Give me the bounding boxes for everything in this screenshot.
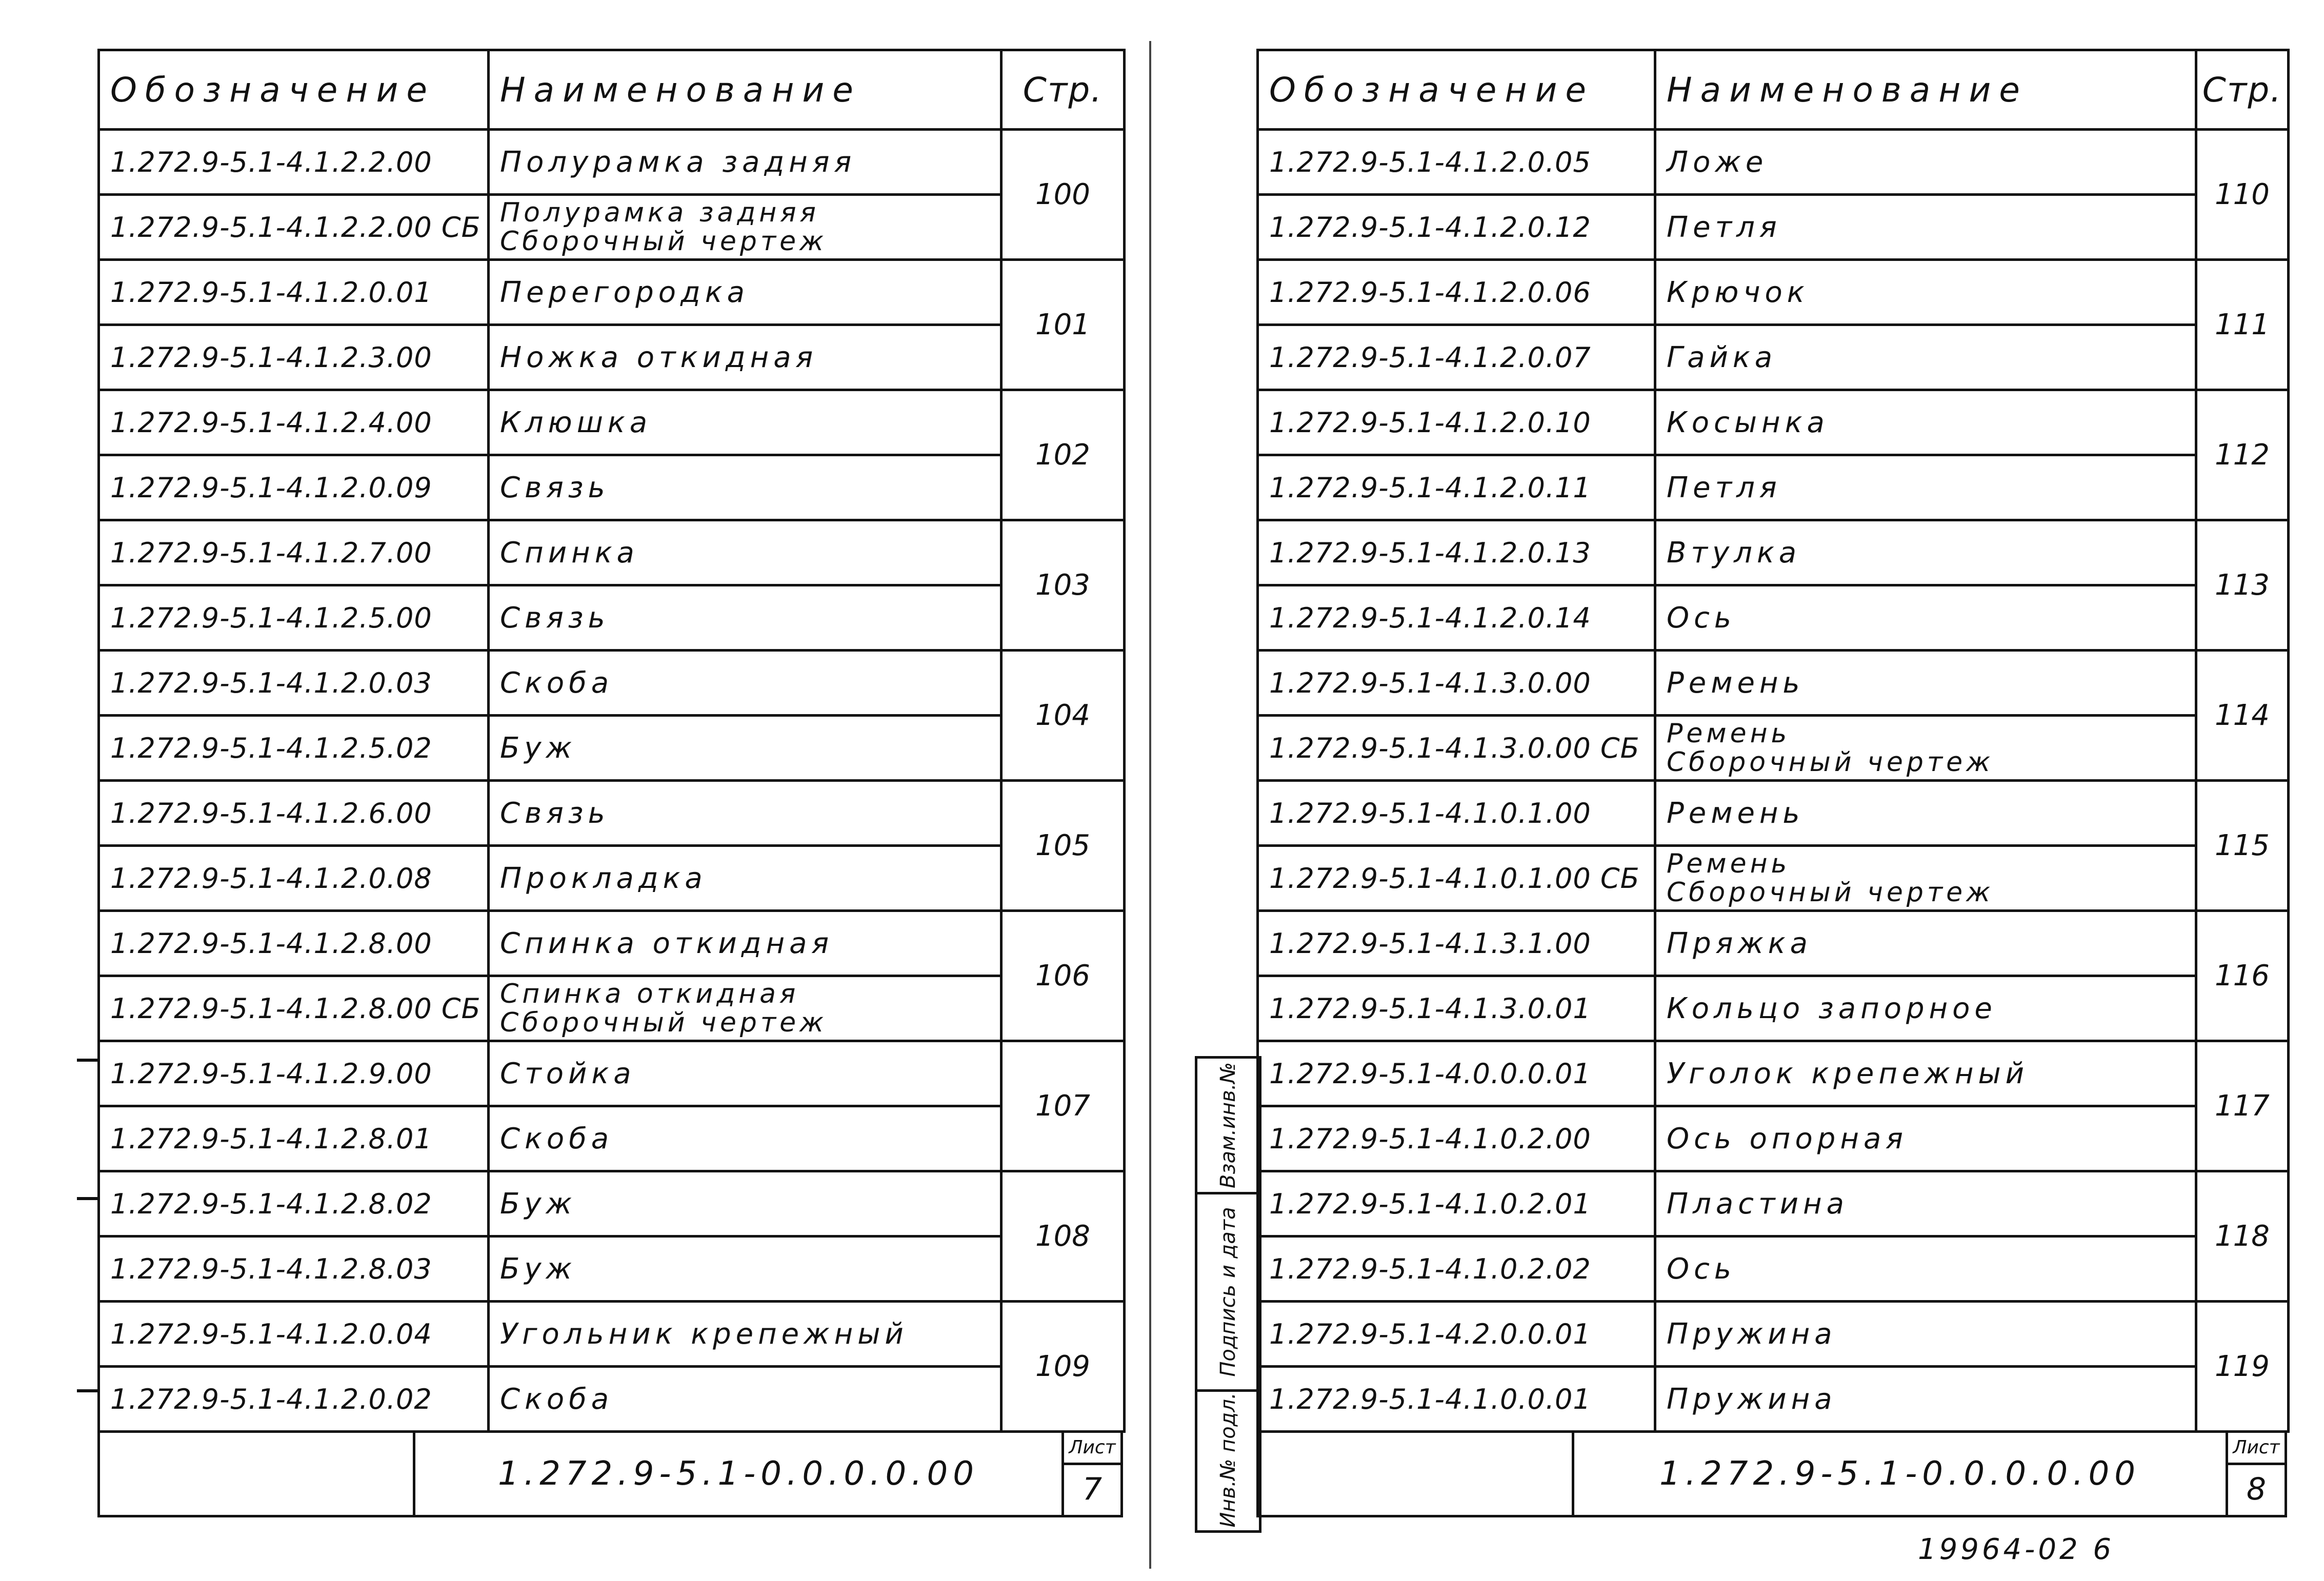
sheet-number-box [2226, 1433, 2285, 1515]
table-row [99, 846, 1125, 911]
name-line-1: Ремень [1667, 718, 1791, 749]
name-cell: Ось опорная [1655, 1106, 2196, 1171]
header-name: Наименование [489, 50, 1001, 130]
page-cell: 105 [1001, 781, 1125, 911]
name-cell [489, 976, 1001, 1041]
name-cell: Ложе [1655, 130, 2196, 195]
binding-mark [77, 1059, 97, 1062]
name-cell: Ось [1655, 585, 2196, 651]
table-row [1258, 390, 2289, 455]
sheet-label: Лист [1064, 1433, 1120, 1465]
designation-cell: 1.272.9-5.1-4.1.2.0.05 [1258, 130, 1655, 195]
name-cell: Пружина [1655, 1367, 2196, 1432]
table-row [1258, 1171, 2289, 1237]
table-row [99, 651, 1125, 716]
name-cell [1655, 846, 2196, 911]
page-cell: 119 [2196, 1302, 2289, 1432]
name-line-1: Полурамка задняя [500, 197, 819, 228]
name-cell: Связь [489, 781, 1001, 846]
designation-cell: 1.272.9-5.1-4.1.0.1.00 [1258, 781, 1655, 846]
table-row [99, 976, 1125, 1041]
title-block-blank [100, 1433, 415, 1515]
name-cell: Связь [489, 455, 1001, 520]
designation-cell: 1.272.9-5.1-4.1.2.9.00 [99, 1041, 489, 1106]
page-cell: 110 [2196, 130, 2289, 260]
table-row [99, 781, 1125, 846]
table-row [1258, 846, 2289, 911]
sign-date-cell [1197, 1194, 1259, 1392]
designation-cell: 1.272.9-5.1-4.1.2.3.00 [99, 325, 489, 390]
designation-cell: 1.272.9-5.1-4.1.0.2.02 [1258, 1237, 1655, 1302]
table-row [99, 260, 1125, 325]
designation-cell: 1.272.9-5.1-4.1.2.5.02 [99, 716, 489, 781]
name-cell: Полурамка задняя [489, 130, 1001, 195]
designation-cell: 1.272.9-5.1-4.1.2.0.08 [99, 846, 489, 911]
table-row [99, 390, 1125, 455]
name-cell: Спинка [489, 520, 1001, 585]
table-row [99, 1041, 1125, 1106]
title-block-blank [1259, 1433, 1574, 1515]
exchange-inv-cell [1197, 1059, 1259, 1194]
table-row [99, 585, 1125, 651]
table-row [1258, 260, 2289, 325]
table-row [99, 1302, 1125, 1367]
table-row [1258, 911, 2289, 976]
designation-cell: 1.272.9-5.1-4.1.0.1.00 СБ [1258, 846, 1655, 911]
binding-mark [77, 1197, 97, 1200]
name-line-1: Спинка откидная [500, 979, 799, 1009]
designation-cell: 1.272.9-5.1-4.1.2.0.07 [1258, 325, 1655, 390]
page-cell: 107 [1001, 1041, 1125, 1171]
header-designation: Обозначение [99, 50, 489, 130]
name-cell: Скоба [489, 1367, 1001, 1432]
name-line-1: Ремень [1667, 848, 1791, 879]
table-row [1258, 1302, 2289, 1367]
page-cell: 106 [1001, 911, 1125, 1041]
table-row [99, 325, 1125, 390]
table-row [1258, 130, 2289, 195]
designation-cell: 1.272.9-5.1-4.1.2.0.04 [99, 1302, 489, 1367]
designation-cell: 1.272.9-5.1-4.1.2.2.00 [99, 130, 489, 195]
page-cell: 115 [2196, 781, 2289, 911]
designation-cell: 1.272.9-5.1-4.1.2.8.03 [99, 1237, 489, 1302]
sheet-number-box [1061, 1433, 1120, 1515]
page-cell: 103 [1001, 520, 1125, 651]
two-line-name [1667, 849, 2185, 907]
header-page: Стр. [1001, 50, 1125, 130]
table-row [99, 1237, 1125, 1302]
table-row [99, 455, 1125, 520]
table-row [1258, 1106, 2289, 1171]
name-cell: Скоба [489, 651, 1001, 716]
table-row [1258, 455, 2289, 520]
table-row [99, 1171, 1125, 1237]
name-cell: Буж [489, 1171, 1001, 1237]
designation-cell: 1.272.9-5.1-4.1.2.0.12 [1258, 195, 1655, 260]
two-line-name [1667, 719, 2185, 777]
sheet-number: 7 [1082, 1471, 1103, 1507]
table-row [99, 195, 1125, 260]
designation-cell: 1.272.9-5.1-4.1.2.0.10 [1258, 390, 1655, 455]
designation-cell: 1.272.9-5.1-4.1.2.6.00 [99, 781, 489, 846]
page-cell: 102 [1001, 390, 1125, 520]
designation-cell: 1.272.9-5.1-4.1.0.2.00 [1258, 1106, 1655, 1171]
designation-cell: 1.272.9-5.1-4.1.2.0.11 [1258, 455, 1655, 520]
name-cell: Буж [489, 716, 1001, 781]
header-designation: Обозначение [1258, 50, 1655, 130]
table-row [1258, 585, 2289, 651]
designation-cell: 1.272.9-5.1-4.1.2.0.02 [99, 1367, 489, 1432]
name-cell: Угольник крепежный [489, 1302, 1001, 1367]
table-row [1258, 520, 2289, 585]
page-cell: 108 [1001, 1171, 1125, 1302]
name-cell: Косынка [1655, 390, 2196, 455]
document-code: 1.272.9-5.1-0.0.0.0.00 [1659, 1455, 2140, 1493]
table-row [1258, 781, 2289, 846]
name-cell: Пряжка [1655, 911, 2196, 976]
designation-cell: 1.272.9-5.1-4.1.2.8.02 [99, 1171, 489, 1237]
table-row [1258, 976, 2289, 1041]
designation-cell: 1.272.9-5.1-4.1.2.0.01 [99, 260, 489, 325]
designation-cell: 1.272.9-5.1-4.1.0.0.01 [1258, 1367, 1655, 1432]
page-cell: 117 [2196, 1041, 2289, 1171]
two-line-name [500, 980, 990, 1037]
page-cell: 111 [2196, 260, 2289, 390]
name-line-2: Сборочный чертеж [1667, 747, 1994, 778]
title-block [1256, 1433, 2287, 1517]
name-line-2: Сборочный чертеж [500, 226, 827, 257]
page-cell: 104 [1001, 651, 1125, 781]
name-cell: Гайка [1655, 325, 2196, 390]
name-cell [489, 195, 1001, 260]
table-row [99, 716, 1125, 781]
name-cell: Пластина [1655, 1171, 2196, 1237]
name-cell: Перегородка [489, 260, 1001, 325]
name-cell: Уголок крепежный [1655, 1041, 2196, 1106]
sign-date-label: Подпись и дата [1216, 1207, 1240, 1377]
name-cell: Прокладка [489, 846, 1001, 911]
name-line-2: Сборочный чертеж [1667, 877, 1994, 908]
right-sheet [1256, 49, 2287, 1517]
sheet-number: 8 [2246, 1471, 2267, 1507]
name-line-2: Сборочный чертеж [500, 1007, 827, 1038]
table-row [99, 1106, 1125, 1171]
header-page: Стр. [2196, 50, 2289, 130]
name-cell [1655, 716, 2196, 781]
name-cell: Скоба [489, 1106, 1001, 1171]
name-cell: Спинка откидная [489, 911, 1001, 976]
name-cell: Петля [1655, 455, 2196, 520]
designation-cell: 1.272.9-5.1-4.1.2.0.09 [99, 455, 489, 520]
table-row [1258, 716, 2289, 781]
sheet-divider [1149, 41, 1151, 1569]
designation-cell: 1.272.9-5.1-4.1.3.0.01 [1258, 976, 1655, 1041]
exchange-inv-label: Взам.инв.№ [1216, 1062, 1240, 1189]
designation-cell: 1.272.9-5.1-4.2.0.0.01 [1258, 1302, 1655, 1367]
table-row [99, 130, 1125, 195]
designation-cell: 1.272.9-5.1-4.1.2.7.00 [99, 520, 489, 585]
table-header [99, 50, 1125, 130]
page-cell: 101 [1001, 260, 1125, 390]
name-cell: Ремень [1655, 651, 2196, 716]
designation-cell: 1.272.9-5.1-4.1.2.8.00 СБ [99, 976, 489, 1041]
left-sheet [97, 49, 1123, 1517]
table-row [1258, 1367, 2289, 1432]
document-code: 1.272.9-5.1-0.0.0.0.00 [498, 1455, 979, 1493]
sheet-label: Лист [2228, 1433, 2285, 1465]
page-cell: 112 [2196, 390, 2289, 520]
archive-stamp: 19964-02 6 [1918, 1533, 2115, 1566]
margin-stamp-strip [1195, 1056, 1261, 1533]
designation-cell: 1.272.9-5.1-4.1.3.0.00 СБ [1258, 716, 1655, 781]
designation-cell: 1.272.9-5.1-4.1.2.4.00 [99, 390, 489, 455]
name-cell: Петля [1655, 195, 2196, 260]
designation-cell: 1.272.9-5.1-4.1.2.2.00 СБ [99, 195, 489, 260]
designation-cell: 1.272.9-5.1-4.1.2.0.03 [99, 651, 489, 716]
page-cell: 100 [1001, 130, 1125, 260]
inv-original-cell [1197, 1392, 1259, 1528]
page-cell: 116 [2196, 911, 2289, 1041]
designation-cell: 1.272.9-5.1-4.1.2.5.00 [99, 585, 489, 651]
designation-cell: 1.272.9-5.1-4.1.2.8.00 [99, 911, 489, 976]
two-line-name [500, 198, 990, 256]
designation-cell: 1.272.9-5.1-4.1.0.2.01 [1258, 1171, 1655, 1237]
name-cell: Крючок [1655, 260, 2196, 325]
name-cell: Пружина [1655, 1302, 2196, 1367]
page-cell: 118 [2196, 1171, 2289, 1302]
table-row [1258, 1237, 2289, 1302]
page-cell: 114 [2196, 651, 2289, 781]
name-cell: Буж [489, 1237, 1001, 1302]
table-row [1258, 325, 2289, 390]
name-cell: Кольцо запорное [1655, 976, 2196, 1041]
title-block [97, 1433, 1123, 1517]
inv-original-label: Инв.№ подл. [1216, 1392, 1240, 1528]
table-row [99, 520, 1125, 585]
table-header [1258, 50, 2289, 130]
name-cell: Втулка [1655, 520, 2196, 585]
binding-mark [77, 1389, 97, 1392]
name-cell: Ножка откидная [489, 325, 1001, 390]
table-row [1258, 651, 2289, 716]
name-cell: Клюшка [489, 390, 1001, 455]
designation-cell: 1.272.9-5.1-4.0.0.0.01 [1258, 1041, 1655, 1106]
designation-cell: 1.272.9-5.1-4.1.2.0.06 [1258, 260, 1655, 325]
designation-cell: 1.272.9-5.1-4.1.3.0.00 [1258, 651, 1655, 716]
table-row [99, 911, 1125, 976]
page-cell: 109 [1001, 1302, 1125, 1432]
name-cell: Ось [1655, 1237, 2196, 1302]
right-contents-table [1256, 49, 2290, 1433]
header-name: Наименование [1655, 50, 2196, 130]
name-cell: Стойка [489, 1041, 1001, 1106]
left-contents-table [97, 49, 1126, 1433]
table-row [1258, 195, 2289, 260]
table-row [1258, 1041, 2289, 1106]
designation-cell: 1.272.9-5.1-4.1.2.8.01 [99, 1106, 489, 1171]
page-cell: 113 [2196, 520, 2289, 651]
designation-cell: 1.272.9-5.1-4.1.2.0.14 [1258, 585, 1655, 651]
designation-cell: 1.272.9-5.1-4.1.2.0.13 [1258, 520, 1655, 585]
designation-cell: 1.272.9-5.1-4.1.3.1.00 [1258, 911, 1655, 976]
table-row [99, 1367, 1125, 1432]
name-cell: Связь [489, 585, 1001, 651]
name-cell: Ремень [1655, 781, 2196, 846]
